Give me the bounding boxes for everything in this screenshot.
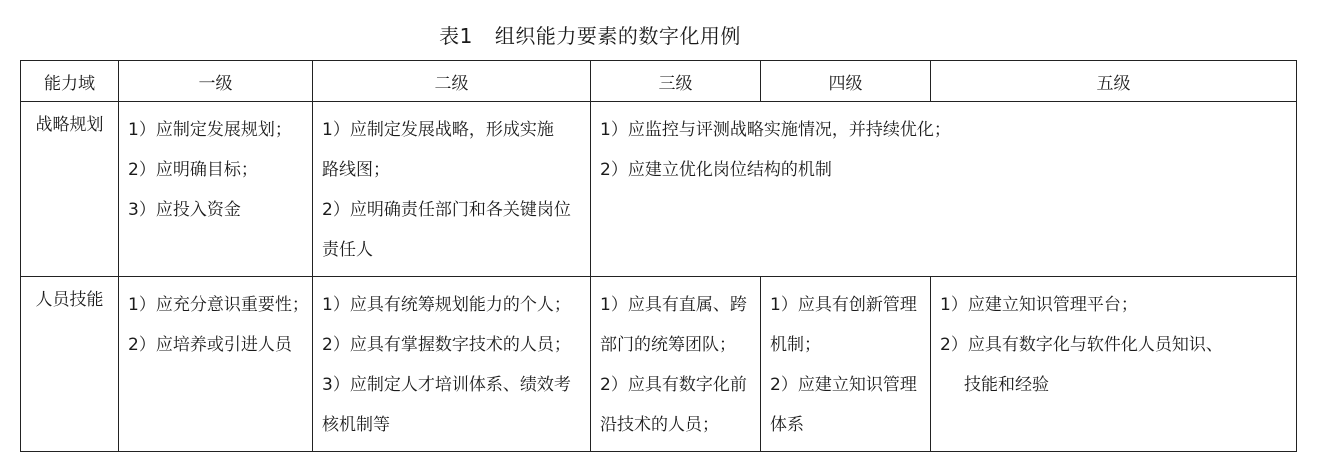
strategy-level2-line: 责任人 [322,240,373,260]
caption-number: 表1 [439,24,473,48]
header-level3: 三级 [591,61,761,102]
strategy-level2-line: 路线图； [322,160,390,180]
caption-title: 组织能力要素的数字化用例 [494,24,741,48]
skills-level2-cell [313,277,591,452]
skills-level5-line: 1）应建立知识管理平台； [940,295,1138,315]
skills-level2-line: 2）应具有掌握数字技术的人员； [322,335,571,355]
skills-level1-cell [119,277,313,452]
skills-level2-line: 核机制等 [322,415,390,435]
strategy-level1-line: 1）应制定发展规划； [128,120,292,140]
skills-level4-line: 2）应建立知识管理 [770,375,917,395]
strategy-level3to5-cell [591,102,1297,277]
strategy-level2-line: 2）应明确责任部门和各关键岗位 [322,200,571,220]
table-row-skills [21,277,1297,452]
strategy-level3to5-line: 2）应建立优化岗位结构的机制 [600,160,832,180]
skills-level1-line: 1）应充分意识重要性； [128,295,309,315]
strategy-level1-line: 3）应投入资金 [128,200,241,220]
header-level5: 五级 [931,61,1297,102]
skills-level5-line: 2）应具有数字化与软件化人员知识、 [940,335,1223,355]
strategy-level3to5-line: 1）应监控与评测战略实施情况，并持续优化； [600,120,951,140]
domain-skills: 人员技能 [21,277,119,452]
domain-strategy: 战略规划 [21,102,119,277]
skills-level4-line: 机制； [770,335,821,355]
skills-level2-line: 3）应制定人才培训体系、绩效考 [322,375,571,395]
strategy-level1-line: 2）应明确目标； [128,160,258,180]
skills-level5-line: 技能和经验 [964,375,1049,395]
table-caption [0,20,1180,49]
header-level2: 二级 [313,61,591,102]
header-level4: 四级 [761,61,931,102]
skills-level4-line: 体系 [770,415,804,435]
skills-level3-line: 2）应具有数字化前 [600,375,747,395]
skills-level3-cell [591,277,761,452]
skills-level3-line: 沿技术的人员； [600,415,719,435]
skills-level4-line: 1）应具有创新管理 [770,295,917,315]
strategy-level1-cell [119,102,313,277]
header-domain: 能力域 [21,61,119,102]
skills-level3-line: 1）应具有直属、跨 [600,295,747,315]
capability-table [20,60,1297,452]
skills-level3-line: 部门的统筹团队； [600,335,736,355]
strategy-level2-line: 1）应制定发展战略，形成实施 [322,120,554,140]
skills-level4-cell [761,277,931,452]
skills-level1-line: 2）应培养或引进人员 [128,335,292,355]
skills-level2-line: 1）应具有统筹规划能力的个人； [322,295,571,315]
header-level1: 一级 [119,61,313,102]
skills-level5-cell [931,277,1297,452]
table-row-strategy [21,102,1297,277]
strategy-level2-cell [313,102,591,277]
table-header-row [21,61,1297,102]
